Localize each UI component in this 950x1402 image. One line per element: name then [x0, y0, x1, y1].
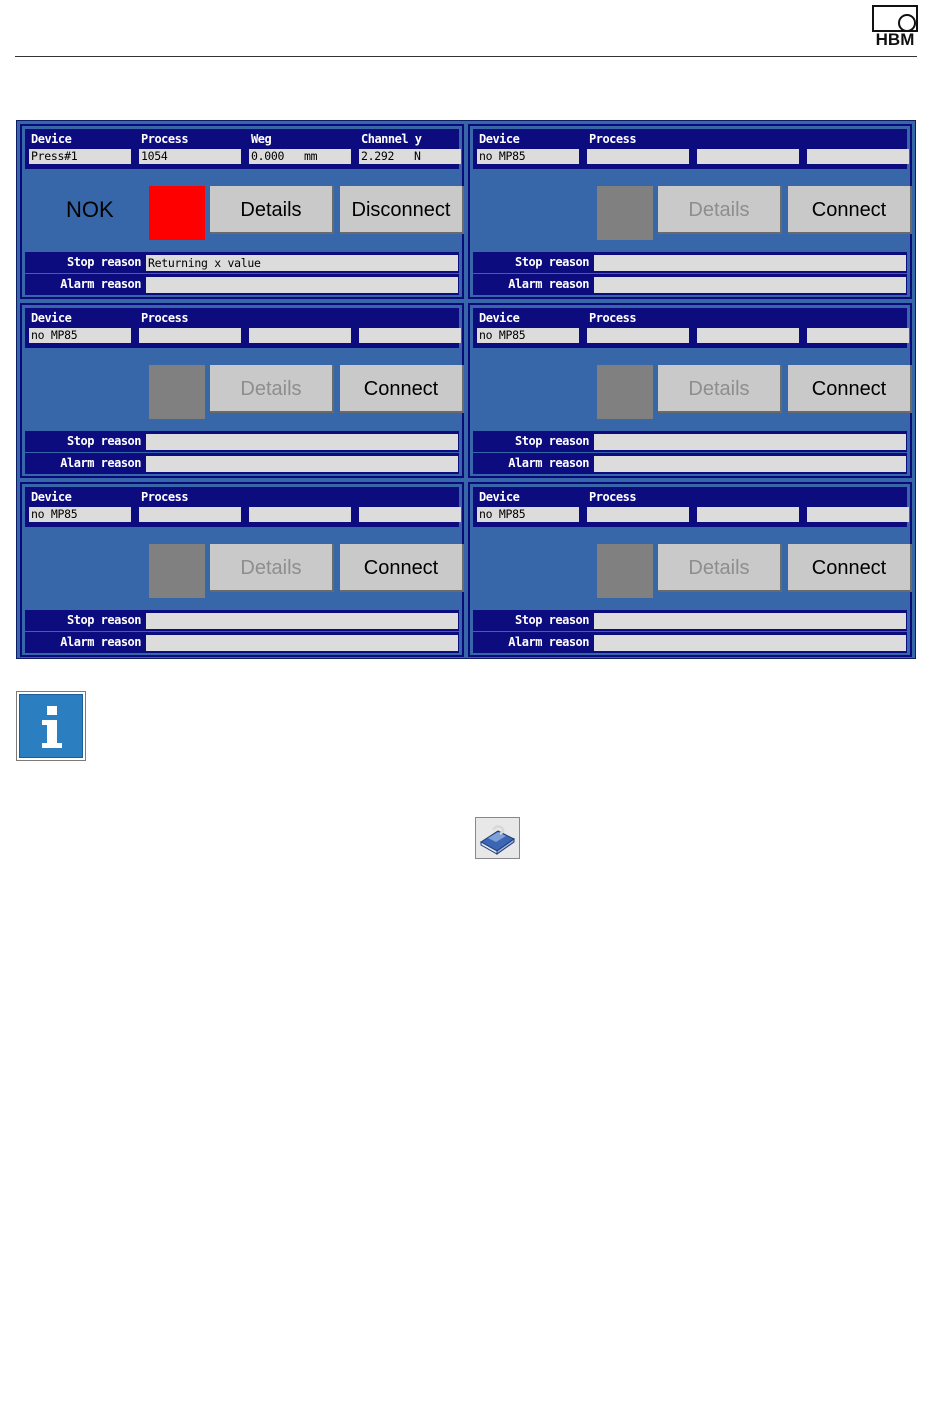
- header-label: Weg: [251, 132, 272, 146]
- details-button[interactable]: Details: [658, 544, 782, 592]
- panel-header: [473, 129, 907, 169]
- logo-text: HBM: [875, 30, 915, 49]
- value-field: [697, 149, 799, 164]
- value-field: [249, 328, 351, 343]
- value-field: [139, 328, 241, 343]
- header-label: Device: [31, 311, 72, 325]
- help-book-icon[interactable]: [475, 817, 520, 859]
- alarm-reason-field: [146, 277, 458, 293]
- stop-reason-label: Stop reason: [515, 434, 589, 448]
- stop-reason-field: [146, 434, 458, 450]
- status-text: NOK: [66, 197, 114, 222]
- status-indicator: [149, 186, 205, 240]
- disconnect-button[interactable]: Disconnect: [340, 186, 464, 234]
- stop-reason-field: Returning x value: [146, 255, 458, 271]
- value-field: [697, 328, 799, 343]
- value-field: [697, 507, 799, 522]
- header-label: Process: [141, 132, 189, 146]
- header-label: Process: [141, 490, 189, 504]
- header-label: Process: [141, 311, 189, 325]
- stop-reason-label: Stop reason: [67, 613, 141, 627]
- header-label: Device: [31, 490, 72, 504]
- connect-button[interactable]: Connect: [788, 544, 912, 592]
- stop-reason-label: Stop reason: [515, 255, 589, 269]
- device-panel: [468, 124, 912, 299]
- alarm-reason-label: Alarm reason: [60, 635, 141, 649]
- status-indicator: [597, 544, 653, 598]
- alarm-reason-field: [146, 635, 458, 651]
- alarm-reason-label: Alarm reason: [508, 456, 589, 470]
- stop-reason-row: [25, 431, 459, 452]
- alarm-reason-row: [25, 274, 459, 295]
- alarm-reason-row: [25, 632, 459, 653]
- status-indicator: [149, 365, 205, 419]
- stop-reason-row: [25, 610, 459, 631]
- stop-reason-label: Stop reason: [67, 255, 141, 269]
- header-label: Process: [589, 132, 637, 146]
- value-field: [359, 328, 461, 343]
- alarm-reason-row: [25, 453, 459, 474]
- device-panel: [20, 124, 464, 299]
- value-field: [249, 507, 351, 522]
- stop-reason-row: [473, 252, 907, 273]
- device-panel: [20, 303, 464, 478]
- alarm-reason-field: [146, 456, 458, 472]
- value-field: [587, 507, 689, 522]
- device-panel: [468, 303, 912, 478]
- details-button[interactable]: Details: [658, 365, 782, 413]
- details-button[interactable]: Details: [210, 186, 334, 234]
- value-field: no MP85: [477, 328, 579, 343]
- alarm-reason-row: [473, 453, 907, 474]
- value-field: 1054: [139, 149, 241, 164]
- header-label: Process: [589, 311, 637, 325]
- alarm-reason-field: [594, 635, 906, 651]
- alarm-reason-field: [594, 456, 906, 472]
- details-button[interactable]: Details: [210, 544, 334, 592]
- alarm-reason-field: [594, 277, 906, 293]
- stop-reason-field: [146, 613, 458, 629]
- header-label: Device: [479, 311, 520, 325]
- header-label: Process: [589, 490, 637, 504]
- value-field: 0.000 mm: [249, 149, 351, 164]
- hbm-logo: [872, 5, 918, 47]
- hbm-logo-mark-icon: [872, 5, 918, 32]
- connect-button[interactable]: Connect: [788, 186, 912, 234]
- header-rule: [15, 56, 917, 57]
- status-indicator: [149, 544, 205, 598]
- stop-reason-field: [594, 255, 906, 271]
- stop-reason-label: Stop reason: [67, 434, 141, 448]
- value-field: no MP85: [477, 149, 579, 164]
- stop-reason-field: [594, 613, 906, 629]
- value-field: [587, 328, 689, 343]
- header-label: Channel y: [361, 132, 422, 146]
- panel-header: [25, 308, 459, 348]
- value-field: [139, 507, 241, 522]
- connect-button[interactable]: Connect: [788, 365, 912, 413]
- details-button[interactable]: Details: [210, 365, 334, 413]
- stop-reason-label: Stop reason: [515, 613, 589, 627]
- value-field: no MP85: [477, 507, 579, 522]
- connect-button[interactable]: Connect: [340, 365, 464, 413]
- stop-reason-row: [473, 431, 907, 452]
- stop-reason-field: [594, 434, 906, 450]
- value-field: no MP85: [29, 328, 131, 343]
- header-label: Device: [31, 132, 72, 146]
- panel-header: [25, 487, 459, 527]
- alarm-reason-label: Alarm reason: [60, 456, 141, 470]
- header-label: Device: [479, 132, 520, 146]
- info-icon: [16, 691, 86, 761]
- header-label: Device: [479, 490, 520, 504]
- alarm-reason-label: Alarm reason: [508, 277, 589, 291]
- value-field: [587, 149, 689, 164]
- alarm-reason-label: Alarm reason: [60, 277, 141, 291]
- value-field: [807, 149, 909, 164]
- device-panel: [20, 482, 464, 657]
- device-panel: [468, 482, 912, 657]
- status-indicator: [597, 365, 653, 419]
- panel-header: [473, 487, 907, 527]
- connect-button[interactable]: Connect: [340, 544, 464, 592]
- panel-header: [473, 308, 907, 348]
- value-field: Press#1: [29, 149, 131, 164]
- value-field: [359, 507, 461, 522]
- value-field: 2.292 N: [359, 149, 461, 164]
- value-field: no MP85: [29, 507, 131, 522]
- alarm-reason-row: [473, 632, 907, 653]
- device-monitor-window: [16, 120, 916, 659]
- stop-reason-row: [25, 252, 459, 273]
- alarm-reason-label: Alarm reason: [508, 635, 589, 649]
- value-field: [807, 507, 909, 522]
- panel-header: [25, 129, 459, 169]
- alarm-reason-row: [473, 274, 907, 295]
- value-field: [807, 328, 909, 343]
- stop-reason-row: [473, 610, 907, 631]
- status-indicator: [597, 186, 653, 240]
- details-button[interactable]: Details: [658, 186, 782, 234]
